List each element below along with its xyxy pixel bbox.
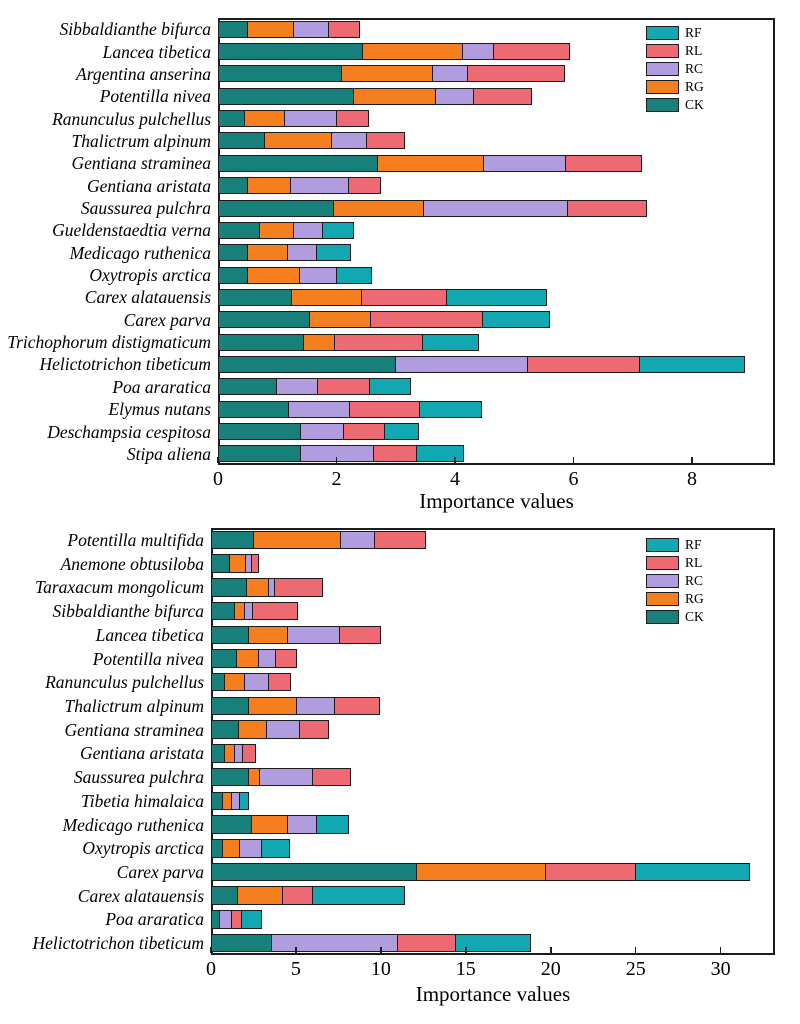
x-axis-title: Importance values — [415, 982, 571, 1006]
bar-segment-RF — [312, 886, 405, 905]
category-label: Anemone obtusiloba — [60, 553, 204, 574]
bar-segment-RC — [423, 200, 568, 217]
bar-segment-RF — [635, 863, 750, 882]
bar-segment-RC — [288, 401, 350, 418]
x-tick-label: 4 — [450, 468, 460, 490]
bar-segment-RL — [339, 626, 382, 645]
bar-row — [218, 21, 360, 38]
x-tick — [210, 947, 212, 953]
bar-row — [218, 334, 479, 351]
bar-row — [211, 792, 249, 811]
bar-row — [218, 356, 745, 373]
bar-row — [211, 673, 291, 692]
bar-segment-CK — [218, 65, 342, 82]
category-label: Argentina anserina — [76, 63, 211, 84]
x-tick-label: 0 — [206, 958, 216, 980]
legend-item — [646, 608, 704, 626]
x-tick-label: 8 — [687, 468, 697, 490]
legend-label: RF — [685, 537, 702, 552]
bar-segment-RG — [309, 311, 371, 328]
category-label: Oxytropis arctica — [82, 838, 204, 859]
category-label: Deschampsia cespitosa — [47, 421, 211, 442]
bar-segment-RC — [284, 110, 337, 127]
category-label: Potentilla nivea — [99, 86, 211, 107]
x-tick — [454, 457, 456, 463]
bar-segment-RL — [282, 886, 313, 905]
bar-row — [211, 554, 259, 573]
legend-item — [646, 60, 704, 78]
bar-row — [211, 531, 426, 550]
bar-segment-RF — [482, 311, 550, 328]
bar-row — [211, 697, 380, 716]
legend-item — [646, 554, 704, 572]
category-label: Saussurea pulchra — [80, 198, 211, 218]
bar-segment-RG — [333, 200, 425, 217]
bar-segment-CK — [218, 289, 292, 306]
bar-segment-RG — [416, 863, 547, 882]
bar-segment-RF — [639, 356, 746, 373]
bar-segment-RF — [336, 267, 372, 284]
bar-segment-RG — [247, 267, 300, 284]
x-tick-label: 6 — [568, 468, 579, 490]
bar-segment-RL — [545, 863, 636, 882]
bar-segment-RF — [419, 401, 481, 418]
bar-segment-RL — [366, 132, 405, 149]
bar-segment-RG — [247, 244, 289, 261]
bar-segment-RL — [334, 697, 380, 716]
bar-segment-RG — [362, 43, 463, 60]
bar-segment-RL — [317, 378, 370, 395]
bar-segment-RF — [455, 934, 531, 953]
bar-segment-RC — [287, 815, 317, 834]
bar-segment-RL — [370, 311, 483, 328]
bar-row — [211, 886, 405, 905]
bar-segment-RL — [374, 531, 427, 550]
category-label: Thalictrum alpinum — [71, 130, 211, 151]
bar-row — [218, 244, 351, 261]
bar-segment-RL — [334, 334, 423, 351]
bar-segment-CK — [218, 401, 289, 418]
bar-segment-RL — [397, 934, 457, 953]
bar-segment-RL — [493, 43, 570, 60]
bar-segment-CK — [218, 21, 248, 38]
legend-swatch-RF — [646, 538, 679, 552]
bar-segment-RG — [248, 626, 288, 645]
bar-segment-RG — [229, 554, 246, 573]
bar-segment-CK — [211, 863, 417, 882]
x-tick-label: 5 — [290, 958, 301, 980]
bar-segment-CK — [211, 578, 247, 597]
bar-row — [218, 378, 411, 395]
legend-swatch-CK — [646, 98, 679, 112]
bar-segment-CK — [211, 531, 254, 550]
category-label: Helictotrichon tibeticum — [39, 354, 211, 375]
bar-segment-CK — [211, 768, 249, 787]
bar-row — [218, 132, 405, 149]
x-tick — [217, 457, 219, 463]
bar-segment-CK — [218, 200, 334, 217]
category-label: Tibetia himalaica — [81, 790, 204, 811]
legend-swatch-RC — [646, 62, 679, 76]
legend-item — [646, 78, 704, 96]
bar-segment-RG — [244, 110, 286, 127]
bar-segment-RL — [242, 744, 256, 763]
bar-row — [218, 311, 550, 328]
legend-swatch-RG — [646, 80, 679, 94]
bar-segment-RL — [348, 177, 381, 194]
bar-segment-CK — [211, 815, 252, 834]
bar-segment-RC — [340, 531, 375, 550]
category-label: Carex parva — [123, 309, 211, 330]
bar-segment-RC — [435, 88, 474, 105]
legend-item — [646, 42, 704, 60]
bar-segment-RG — [353, 88, 436, 105]
legend-swatch-RL — [646, 44, 679, 58]
bar-segment-RC — [462, 43, 495, 60]
bar-segment-CK — [218, 311, 310, 328]
legend-item — [646, 572, 704, 590]
x-tick-label: 10 — [370, 958, 391, 980]
bar-row — [211, 863, 750, 882]
bar-segment-RL — [274, 578, 322, 597]
bar-segment-RG — [246, 578, 269, 597]
bar-row — [218, 43, 570, 60]
bar-segment-RF — [316, 815, 349, 834]
bar-segment-RC — [293, 222, 323, 239]
legend-label: RL — [685, 43, 703, 58]
bar-row — [218, 155, 642, 172]
legend-swatch-CK — [646, 610, 679, 624]
category-label: Ranunculus pulchellus — [45, 672, 204, 693]
bar-row — [218, 200, 647, 217]
bar-segment-RF — [322, 222, 355, 239]
bar-row — [218, 88, 532, 105]
legend-swatch-RG — [646, 592, 679, 606]
category-label: Elymus nutans — [108, 399, 211, 420]
category-label: Gueldenstaedtia verna — [52, 220, 211, 241]
bar-segment-RC — [259, 768, 313, 787]
bar-row — [211, 578, 323, 597]
bar-segment-CK — [218, 88, 354, 105]
bar-segment-RG — [247, 21, 294, 38]
bar-segment-RL — [467, 65, 565, 82]
legend-label: RG — [685, 591, 704, 606]
category-label: Poa araratica — [112, 376, 211, 397]
x-tick-label: 2 — [331, 468, 342, 490]
bar-segment-RC — [296, 697, 335, 716]
bar-segment-RC — [432, 65, 468, 82]
bar-segment-RF — [316, 244, 352, 261]
category-label: Trichophorum distigmaticum — [7, 332, 211, 353]
legend-swatch-RL — [646, 556, 679, 570]
category-label: Saussurea pulchra — [73, 767, 204, 788]
legend-label: RG — [685, 79, 704, 94]
bar-segment-RG — [253, 531, 341, 550]
legend — [646, 536, 704, 626]
bar-row — [218, 267, 372, 284]
x-tick — [295, 947, 297, 953]
bar-segment-RL — [349, 401, 420, 418]
category-label: Helictotrichon tibeticum — [32, 933, 204, 954]
bar-segment-RF — [369, 378, 411, 395]
bar-segment-CK — [218, 177, 248, 194]
category-label: Lancea tibetica — [95, 624, 204, 645]
legend-swatch-RC — [646, 574, 679, 588]
bar-segment-CK — [218, 110, 245, 127]
category-label: Taraxacum mongolicum — [34, 577, 204, 598]
bar-segment-CK — [218, 267, 248, 284]
bar-row — [218, 401, 482, 418]
bar-segment-RC — [293, 21, 329, 38]
bar-segment-RL — [473, 88, 532, 105]
bar-segment-RG — [224, 673, 244, 692]
category-label: Ranunculus pulchellus — [52, 108, 211, 129]
x-tick-label: 30 — [710, 958, 731, 980]
legend — [646, 24, 704, 114]
bar-segment-CK — [218, 423, 301, 440]
x-tick-label: 20 — [540, 958, 561, 980]
category-label: Gentiana straminea — [64, 719, 204, 740]
x-tick — [550, 947, 552, 953]
bar-row — [211, 768, 351, 787]
bar-row — [211, 744, 256, 763]
category-label: Poa araratica — [105, 909, 204, 930]
bar-segment-RG — [236, 649, 260, 668]
category-label: Sibbaldianthe bifurca — [59, 19, 211, 40]
bar-segment-RF — [261, 839, 291, 858]
x-tick-label: 15 — [455, 958, 476, 980]
category-label: Potentilla multifida — [67, 529, 204, 550]
bar-row — [211, 649, 297, 668]
bar-segment-CK — [218, 445, 301, 462]
bar-segment-CK — [218, 356, 396, 373]
legend-item — [646, 24, 704, 42]
bar-segment-RL — [567, 200, 647, 217]
bar-segment-RG — [238, 720, 267, 739]
bar-row — [211, 815, 349, 834]
x-axis-title: Importance values — [419, 489, 574, 513]
bar-segment-RC — [300, 423, 344, 440]
bar-segment-RL — [527, 356, 640, 373]
category-label: Medicago ruthenica — [62, 814, 204, 835]
category-label: Gentiana straminea — [71, 153, 211, 174]
bar-segment-CK — [218, 222, 260, 239]
bar-segment-RL — [343, 423, 385, 440]
bar-segment-RC — [290, 177, 349, 194]
bar-segment-RL — [361, 289, 447, 306]
bar-segment-CK — [218, 378, 277, 395]
bar-segment-RG — [259, 222, 295, 239]
bar-segment-RF — [422, 334, 478, 351]
bar-segment-RL — [251, 554, 259, 573]
bar-segment-RG — [237, 886, 283, 905]
bar-segment-RL — [312, 768, 352, 787]
legend-item — [646, 96, 704, 114]
bar-segment-RC — [287, 244, 317, 261]
x-tick — [635, 947, 637, 953]
bar-row — [211, 934, 531, 953]
bar-segment-CK — [211, 744, 225, 763]
bar-segment-CK — [218, 155, 378, 172]
bar-segment-RL — [252, 602, 298, 621]
x-tick-label: 0 — [213, 468, 223, 490]
bar-row — [211, 839, 290, 858]
bar-segment-RC — [395, 356, 528, 373]
bar-segment-RF — [239, 792, 249, 811]
bar-segment-RG — [248, 697, 296, 716]
x-tick — [691, 457, 693, 463]
category-label: Carex alatauensis — [84, 287, 211, 308]
bar-segment-RL — [336, 110, 369, 127]
bar-segment-RL — [373, 445, 417, 462]
category-label: Carex parva — [116, 862, 204, 882]
bar-segment-CK — [211, 697, 249, 716]
bar-segment-CK — [211, 626, 249, 645]
bar-row — [218, 445, 464, 462]
x-tick — [573, 457, 575, 463]
legend-label: RF — [685, 25, 702, 40]
bar-segment-RG — [341, 65, 433, 82]
category-label: Thalictrum alpinum — [64, 695, 204, 716]
bar-segment-CK — [218, 43, 363, 60]
x-tick — [465, 947, 467, 953]
category-label: Stipa aliena — [126, 443, 211, 464]
category-label: Carex alatauensis — [77, 885, 204, 906]
bar-segment-RC — [244, 673, 270, 692]
x-tick — [380, 947, 382, 953]
bar-segment-CK — [211, 673, 225, 692]
bar-segment-RL — [275, 649, 297, 668]
bar-segment-CK — [211, 886, 238, 905]
bar-segment-RC — [266, 720, 300, 739]
bar-segment-RC — [483, 155, 566, 172]
bar-row — [218, 222, 354, 239]
category-label: Gentiana aristata — [80, 743, 204, 764]
legend-label: RC — [685, 61, 704, 76]
category-label: Lancea tibetica — [102, 41, 211, 62]
bar-row — [218, 65, 565, 82]
legend-label: CK — [685, 609, 704, 624]
x-tick — [720, 947, 722, 953]
bar-segment-CK — [218, 334, 304, 351]
category-label: Medicago ruthenica — [69, 242, 211, 263]
bar-segment-RG — [377, 155, 484, 172]
bar-row — [218, 423, 419, 440]
bar-row — [211, 720, 329, 739]
x-tick — [336, 457, 338, 463]
category-label: Potentilla nivea — [92, 648, 204, 669]
legend-label: RL — [685, 555, 703, 570]
bar-segment-RF — [241, 910, 262, 929]
legend-label: CK — [685, 97, 704, 112]
bar-segment-RC — [287, 626, 340, 645]
legend-item — [646, 590, 704, 608]
bar-row — [218, 289, 547, 306]
bar-segment-RC — [276, 378, 318, 395]
bar-segment-CK — [211, 720, 239, 739]
bar-row — [211, 602, 298, 621]
legend-label: RC — [685, 573, 704, 588]
category-label: Gentiana aristata — [87, 175, 211, 196]
bar-segment-RC — [239, 839, 262, 858]
bar-row — [218, 110, 369, 127]
bar-segment-RG — [264, 132, 332, 149]
legend-item — [646, 536, 704, 554]
bar-segment-RG — [303, 334, 336, 351]
bar-segment-RL — [565, 155, 642, 172]
legend-swatch-RF — [646, 26, 679, 40]
bar-segment-CK — [218, 132, 265, 149]
bar-segment-CK — [218, 244, 248, 261]
bar-segment-RC — [299, 267, 338, 284]
bar-segment-CK — [211, 649, 237, 668]
bar-segment-CK — [211, 554, 230, 573]
x-tick-label: 25 — [625, 958, 646, 980]
bar-segment-RF — [384, 423, 420, 440]
bar-row — [211, 626, 381, 645]
category-label: Sibbaldianthe bifurca — [52, 601, 204, 621]
bar-segment-RC — [258, 649, 276, 668]
bar-segment-CK — [211, 934, 272, 953]
category-label: Oxytropis arctica — [89, 265, 211, 285]
bar-segment-RL — [299, 720, 329, 739]
bar-row — [211, 910, 262, 929]
bar-segment-RG — [247, 177, 291, 194]
bar-segment-RG — [222, 839, 240, 858]
bar-segment-CK — [211, 602, 235, 621]
bar-segment-RL — [268, 673, 291, 692]
bar-segment-RL — [328, 21, 361, 38]
bar-segment-RG — [291, 289, 362, 306]
bar-segment-RC — [271, 934, 398, 953]
bar-segment-RF — [416, 445, 463, 462]
bar-row — [218, 177, 381, 194]
bar-segment-RG — [251, 815, 288, 834]
bar-segment-RC — [331, 132, 367, 149]
bar-segment-RF — [446, 289, 547, 306]
